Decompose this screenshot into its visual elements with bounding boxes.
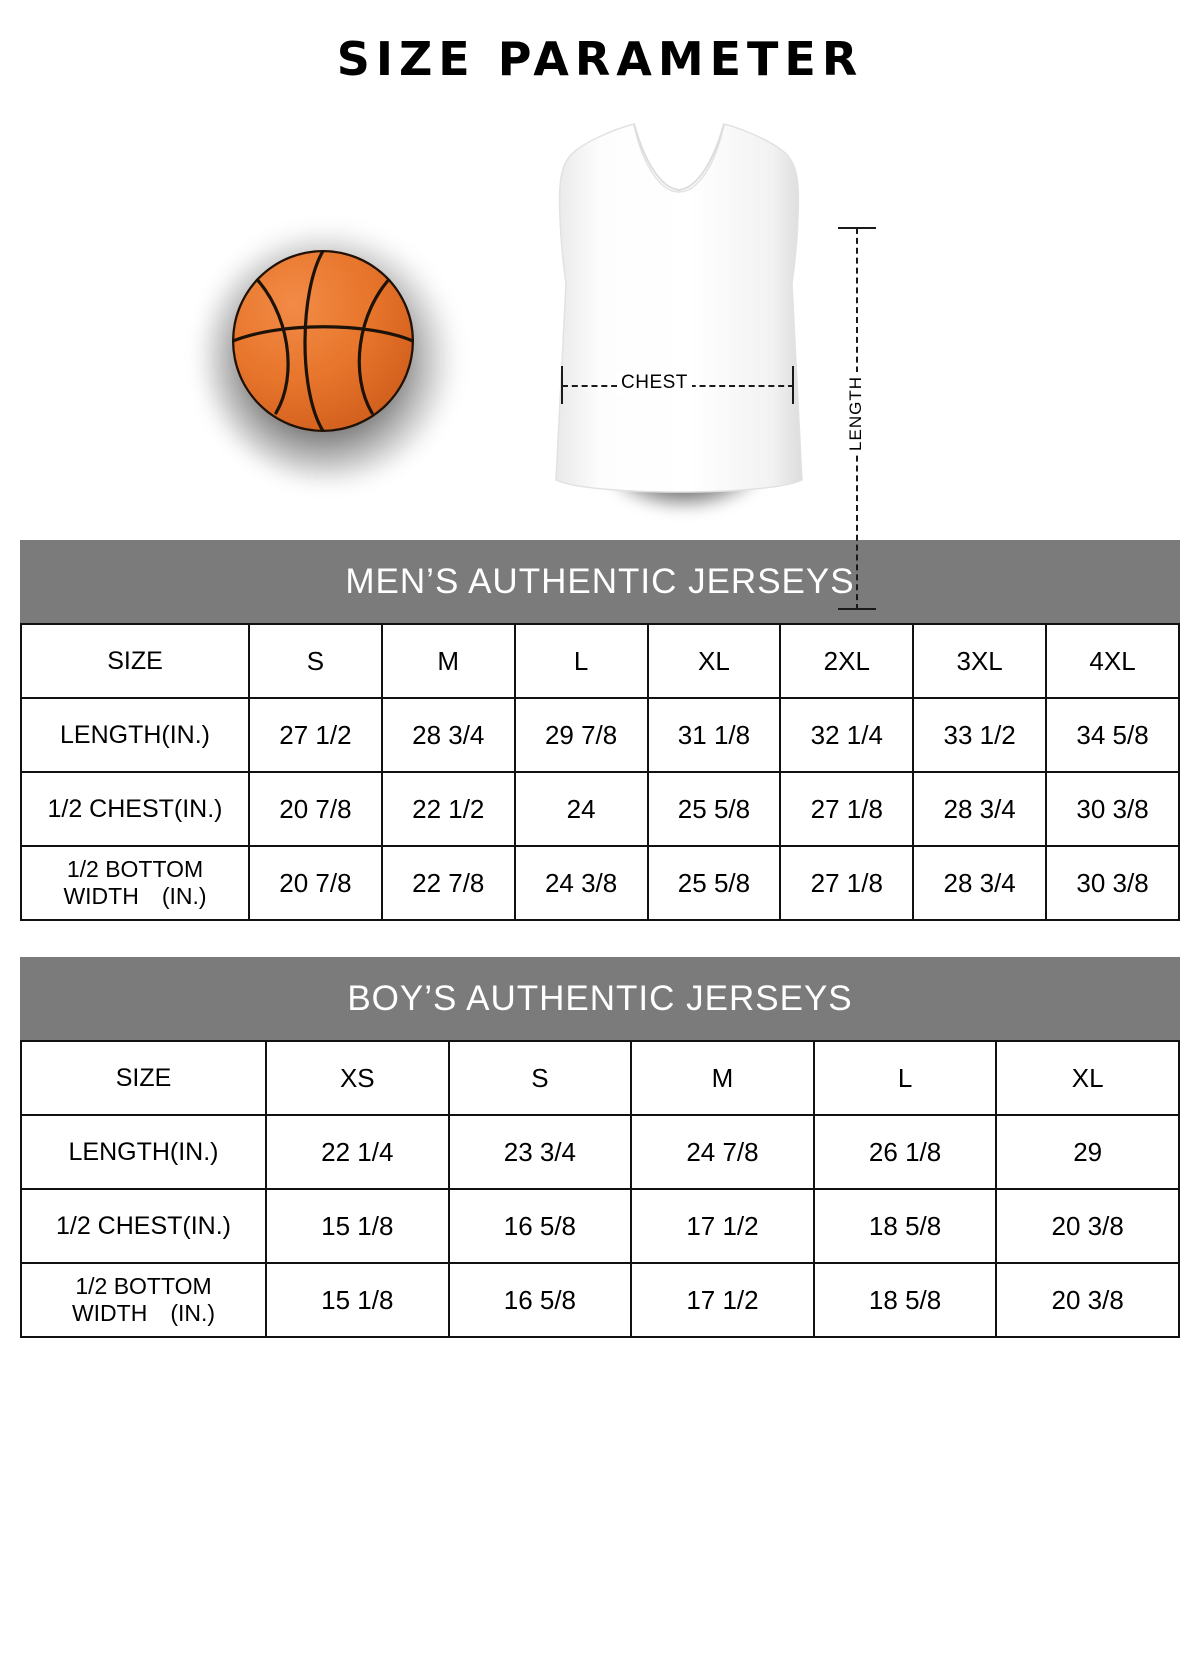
table-cell: 27 1/8 <box>780 846 913 920</box>
row-label: 1/2 CHEST(IN.) <box>21 772 249 846</box>
row-label-line2: WIDTH (IN.) <box>71 1300 216 1326</box>
row-label-line1: 1/2 BOTTOM <box>75 1273 212 1300</box>
table-cell: 26 1/8 <box>814 1115 997 1189</box>
table-cell: 27 1/8 <box>780 772 913 846</box>
column-header: SIZE <box>21 624 249 698</box>
column-header: M <box>382 624 515 698</box>
table-row <box>21 1115 1179 1189</box>
table-cell: 20 7/8 <box>249 846 382 920</box>
column-header: 3XL <box>913 624 1046 698</box>
column-header: XL <box>996 1041 1179 1115</box>
table-cell: 23 3/4 <box>449 1115 632 1189</box>
row-label: 1/2 CHEST(IN.) <box>21 1189 266 1263</box>
column-header: L <box>515 624 648 698</box>
table-cell: 30 3/8 <box>1046 846 1179 920</box>
table-cell: 28 3/4 <box>382 698 515 772</box>
column-header: S <box>249 624 382 698</box>
table-cell: 16 5/8 <box>449 1263 632 1337</box>
row-label <box>21 846 249 920</box>
column-header: XL <box>648 624 781 698</box>
table-cell: 22 1/4 <box>266 1115 449 1189</box>
chest-label: CHEST <box>617 372 692 394</box>
table-cell: 32 1/4 <box>780 698 913 772</box>
chest-tick-left <box>561 366 563 404</box>
table-cell: 22 1/2 <box>382 772 515 846</box>
column-header: 2XL <box>780 624 913 698</box>
table-header-row <box>21 624 1179 698</box>
table-row <box>21 846 1179 920</box>
table-row <box>21 772 1179 846</box>
row-label: LENGTH(IN.) <box>21 1115 266 1189</box>
page-title: SIZE PARAMETER <box>336 32 864 86</box>
length-tick-bottom <box>838 608 876 610</box>
basketball-ball <box>232 250 414 432</box>
table-cell: 20 3/8 <box>996 1263 1179 1337</box>
column-header: M <box>631 1041 814 1115</box>
table-cell: 34 5/8 <box>1046 698 1179 772</box>
table-cell: 25 5/8 <box>648 846 781 920</box>
column-header: XS <box>266 1041 449 1115</box>
table-cell: 16 5/8 <box>449 1189 632 1263</box>
table-cell: 29 <box>996 1115 1179 1189</box>
row-label-line1: 1/2 BOTTOM <box>66 856 204 883</box>
boys-size-table <box>20 1040 1180 1338</box>
chest-tick-right <box>792 366 794 404</box>
column-header: SIZE <box>21 1041 266 1115</box>
table-cell: 24 3/8 <box>515 846 648 920</box>
table-cell: 24 <box>515 772 648 846</box>
table-cell: 22 7/8 <box>382 846 515 920</box>
table-cell: 17 1/2 <box>631 1189 814 1263</box>
table-cell: 17 1/2 <box>631 1263 814 1337</box>
column-header: S <box>449 1041 632 1115</box>
product-illustration <box>0 100 1200 540</box>
table-cell: 27 1/2 <box>249 698 382 772</box>
row-label: LENGTH(IN.) <box>21 698 249 772</box>
length-label: LENGTH <box>846 372 866 455</box>
row-label <box>21 1263 266 1337</box>
jersey-icon <box>548 108 810 508</box>
column-header: 4XL <box>1046 624 1179 698</box>
table-cell: 30 3/8 <box>1046 772 1179 846</box>
table-cell: 29 7/8 <box>515 698 648 772</box>
table-cell: 18 5/8 <box>814 1263 997 1337</box>
table-cell: 28 3/4 <box>913 772 1046 846</box>
table-row <box>21 698 1179 772</box>
table-cell: 31 1/8 <box>648 698 781 772</box>
table-row <box>21 1263 1179 1337</box>
mens-size-table-block <box>20 540 1180 921</box>
mens-table-heading: MEN’S AUTHENTIC JERSEYS <box>20 540 1180 623</box>
table-cell: 18 5/8 <box>814 1189 997 1263</box>
table-cell: 25 5/8 <box>648 772 781 846</box>
boys-size-table-block <box>20 957 1180 1338</box>
column-header: L <box>814 1041 997 1115</box>
table-cell: 15 1/8 <box>266 1189 449 1263</box>
table-row <box>21 1189 1179 1263</box>
table-header-row <box>21 1041 1179 1115</box>
boys-table-heading: BOY’S AUTHENTIC JERSEYS <box>20 957 1180 1040</box>
table-cell: 15 1/8 <box>266 1263 449 1337</box>
table-cell: 20 3/8 <box>996 1189 1179 1263</box>
table-cell: 24 7/8 <box>631 1115 814 1189</box>
row-label-line2: WIDTH (IN.) <box>63 883 207 909</box>
table-cell: 33 1/2 <box>913 698 1046 772</box>
table-cell: 20 7/8 <box>249 772 382 846</box>
table-cell: 28 3/4 <box>913 846 1046 920</box>
mens-size-table <box>20 623 1180 921</box>
basketball-icon <box>232 250 442 460</box>
length-tick-top <box>838 227 876 229</box>
